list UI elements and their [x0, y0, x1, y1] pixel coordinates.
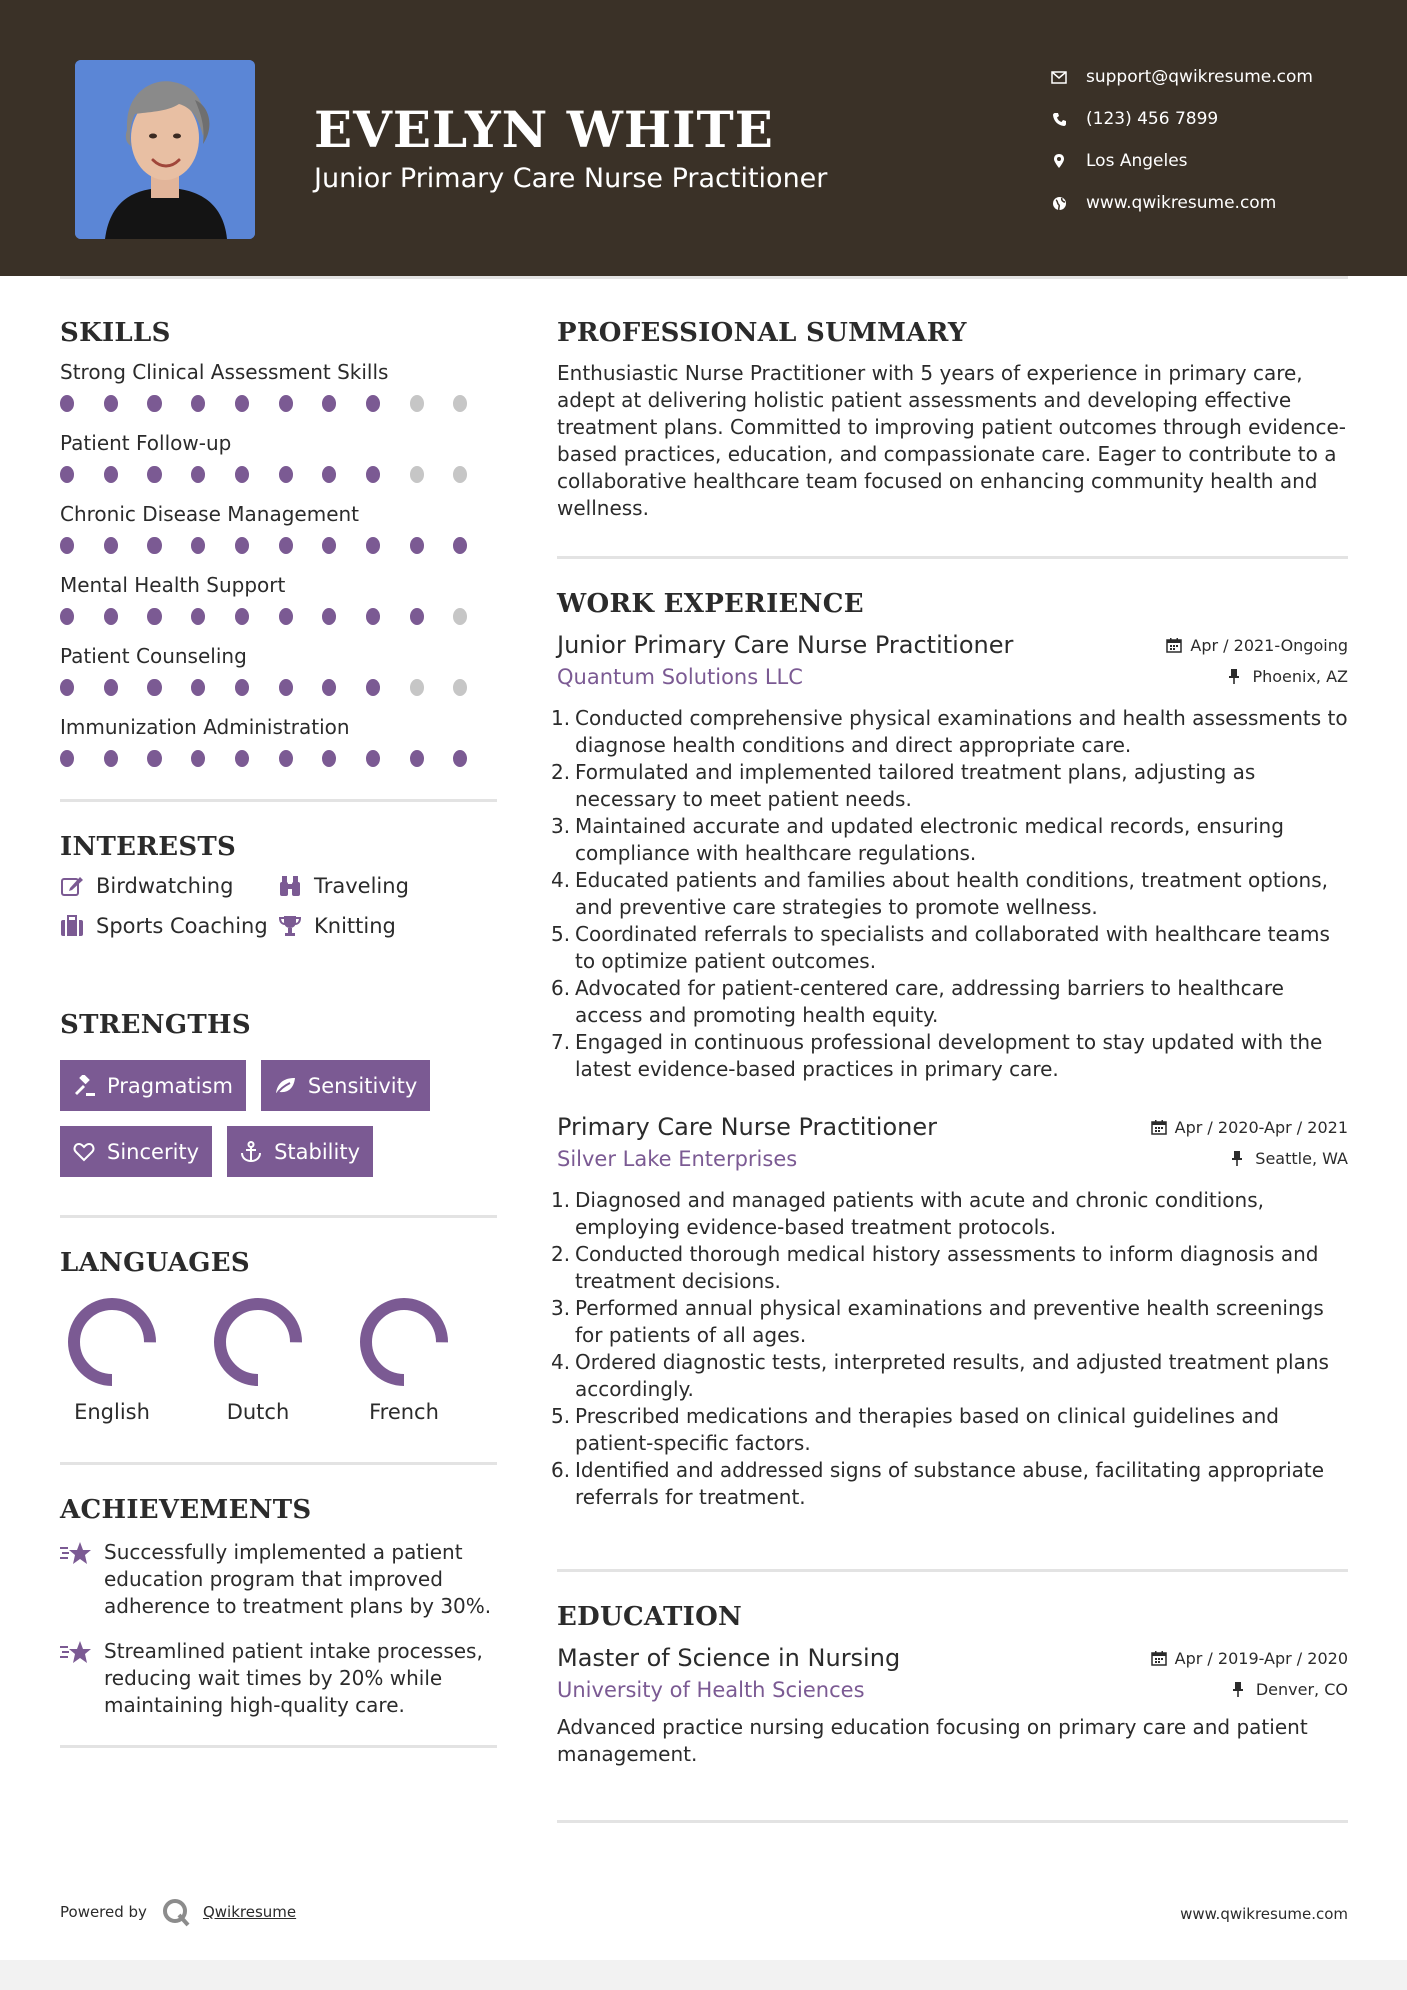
skill-rating: [60, 466, 497, 483]
rating-dot-filled: [104, 395, 118, 412]
education-location: [1232, 1680, 1348, 1699]
duty-item: Advocated for patient-centered care, addressing barriers to healthcare access and promoting health equity.: [575, 976, 1284, 1027]
duty-item: Identified and addressed signs of substance abuse, facilitating appropriate referrals for treatment.: [575, 1458, 1325, 1509]
rating-dot-filled: [279, 395, 293, 412]
job-entry: [557, 1113, 1348, 1511]
rating-dot-filled: [235, 679, 249, 696]
rating-dot-filled: [191, 537, 205, 554]
job-company: Quantum Solutions LLC: [557, 665, 803, 689]
job-dates: [1166, 636, 1348, 655]
pushpin-icon: [1231, 1150, 1247, 1166]
strength-tag: [227, 1126, 373, 1177]
map-pin-icon: [1050, 152, 1068, 170]
rating-dot-filled: [410, 750, 424, 767]
trophy-icon: [278, 914, 302, 938]
job-entry: [557, 631, 1348, 1083]
language-item: [360, 1298, 448, 1424]
calendar-icon: [1151, 1119, 1167, 1135]
rating-dot-filled: [191, 679, 205, 696]
strength-label: Sensitivity: [307, 1073, 418, 1098]
star-icon: [60, 1539, 94, 1620]
rating-dot-filled: [366, 608, 380, 625]
section-divider: [60, 799, 497, 802]
strengths-heading: STRENGTHS: [60, 1010, 251, 1040]
rating-dot-filled: [366, 750, 380, 767]
education-header: [557, 1644, 1348, 1672]
rating-dot-filled: [366, 537, 380, 554]
heart-icon: [73, 1141, 95, 1163]
duty-item: Engaged in continuous professional development to stay updated with the latest evidence-based practices in primary care.: [575, 1030, 1323, 1081]
resume-header: [0, 0, 1407, 276]
rating-dot-filled: [60, 395, 74, 412]
language-ring: [214, 1298, 302, 1386]
education-description: Advanced practice nursing education focusing on primary care and patient management.: [557, 1715, 1308, 1766]
skill-item: [60, 502, 497, 554]
rating-dot-filled: [279, 466, 293, 483]
rating-dot-empty: [410, 466, 424, 483]
contact-block: [1050, 56, 1360, 224]
contact-location-text: Los Angeles: [1086, 151, 1188, 171]
skills-section: [60, 318, 497, 767]
duty-item: Diagnosed and managed patients with acute and chronic conditions, employing evidence-based treatment protocols.: [575, 1188, 1264, 1239]
strength-tag: [60, 1060, 246, 1111]
rating-dot-filled: [60, 750, 74, 767]
education-location-text: Denver, CO: [1255, 1679, 1348, 1699]
strength-label: Stability: [274, 1139, 361, 1164]
strength-label: Sincerity: [107, 1139, 200, 1164]
anchor-icon: [240, 1141, 262, 1163]
right-column: [557, 318, 1348, 1823]
experience-heading: WORK EXPERIENCE: [557, 589, 864, 619]
skill-rating: [60, 679, 497, 696]
job-subheader: [557, 1147, 1348, 1171]
education-section: [557, 1602, 1348, 1768]
skill-name: Strong Clinical Assessment Skills: [60, 360, 389, 384]
rating-dot-empty: [453, 466, 467, 483]
rating-dot-filled: [235, 395, 249, 412]
calendar-icon: [1166, 637, 1182, 653]
profile-photo: [75, 60, 255, 239]
contact-email-text: support@qwikresume.com: [1086, 67, 1313, 87]
languages-section: [60, 1248, 497, 1424]
rating-dot-filled: [453, 537, 467, 554]
interest-item: [278, 874, 497, 898]
skill-item: [60, 715, 497, 767]
job-header: [557, 631, 1348, 659]
contact-location: [1050, 140, 1360, 182]
strength-tag: [261, 1060, 430, 1111]
footer-powered: [60, 1897, 296, 1927]
duty-item: Performed annual physical examinations and preventive health screenings for patients of all ages.: [575, 1296, 1324, 1347]
language-name: English: [74, 1400, 150, 1424]
interest-item: [60, 914, 278, 938]
rating-dot-filled: [322, 466, 336, 483]
qwikresume-logo-icon: [161, 1897, 191, 1927]
rating-dot-filled: [453, 750, 467, 767]
job-location: [1228, 667, 1348, 686]
skill-name: Immunization Administration: [60, 715, 350, 739]
section-divider: [557, 1569, 1348, 1572]
rating-dot-filled: [366, 466, 380, 483]
strength-label: Pragmatism: [107, 1073, 233, 1098]
language-item: [214, 1298, 302, 1424]
strengths-list: [60, 1060, 480, 1177]
rating-dot-filled: [410, 608, 424, 625]
rating-dot-filled: [60, 537, 74, 554]
education-subheader: [557, 1678, 1348, 1702]
skill-item: [60, 360, 497, 412]
education-heading: EDUCATION: [557, 1602, 743, 1632]
header-divider: [60, 276, 1348, 279]
rating-dot-filled: [235, 466, 249, 483]
pushpin-icon: [1228, 668, 1244, 684]
section-divider: [60, 1745, 497, 1748]
leaf-icon: [274, 1075, 296, 1097]
rating-dot-filled: [147, 679, 161, 696]
interest-item: [278, 914, 497, 938]
achievement-item: [60, 1539, 497, 1620]
calendar-icon: [1151, 1650, 1167, 1666]
rating-dot-empty: [453, 608, 467, 625]
duty-item: Conducted comprehensive physical examinations and health assessments to diagnose health conditions and direct appropriate care.: [575, 706, 1348, 757]
language-name: Dutch: [226, 1400, 290, 1424]
rating-dot-filled: [235, 537, 249, 554]
pushpin-icon: [1232, 1681, 1248, 1697]
language-item: [68, 1298, 156, 1424]
rating-dot-filled: [191, 395, 205, 412]
section-divider: [60, 1462, 497, 1465]
skill-rating: [60, 395, 497, 412]
achievement-text: Streamlined patient intake processes, reducing wait times by 20% while maintaining high-quality care.: [104, 1639, 483, 1717]
portrait-image: [75, 60, 255, 239]
rating-dot-filled: [60, 466, 74, 483]
gavel-icon: [73, 1075, 95, 1097]
interest-label: Knitting: [314, 914, 396, 938]
duty-item: Educated patients and families about health conditions, treatment options, and preventive care strategies to promote wellness.: [575, 868, 1328, 919]
rating-dot-filled: [322, 750, 336, 767]
summary-heading: PROFESSIONAL SUMMARY: [557, 318, 967, 348]
job-header: [557, 1113, 1348, 1141]
contact-website[interactable]: [1050, 182, 1360, 224]
rating-dot-filled: [366, 395, 380, 412]
skill-item: [60, 573, 497, 625]
duty-item: Prescribed medications and therapies based on clinical guidelines and patient-specific factors.: [575, 1404, 1279, 1455]
edit-icon: [60, 874, 84, 898]
skill-item: [60, 644, 497, 696]
section-divider: [557, 556, 1348, 559]
interests-list: [60, 874, 497, 938]
interest-label: Birdwatching: [96, 874, 234, 898]
achievement-item: [60, 1638, 497, 1719]
rating-dot-filled: [279, 679, 293, 696]
briefcase-icon: [60, 914, 84, 938]
section-divider: [60, 1215, 497, 1218]
job-dates: [1151, 1118, 1348, 1137]
rating-dot-filled: [147, 750, 161, 767]
strength-tag: [60, 1126, 212, 1177]
rating-dot-filled: [410, 537, 424, 554]
job-location-text: Phoenix, AZ: [1252, 666, 1348, 686]
footer-brand-link[interactable]: Qwikresume: [202, 1903, 297, 1921]
rating-dot-filled: [104, 679, 118, 696]
achievements-section: [60, 1495, 497, 1719]
strengths-section: [60, 1010, 497, 1177]
rating-dot-filled: [279, 608, 293, 625]
skill-rating: [60, 750, 497, 767]
job-location: [1231, 1149, 1348, 1168]
job-dates-text: Apr / 2021-Ongoing: [1190, 635, 1348, 655]
rating-dot-filled: [147, 537, 161, 554]
achievements-heading: ACHIEVEMENTS: [60, 1495, 312, 1525]
rating-dot-filled: [104, 466, 118, 483]
duty-item: Maintained accurate and updated electronic medical records, ensuring compliance with healthcare regulations.: [575, 814, 1284, 865]
footer-website[interactable]: www.qwikresume.com: [1180, 1905, 1348, 1923]
contact-email[interactable]: [1050, 56, 1360, 98]
skill-name: Patient Follow-up: [60, 431, 232, 455]
binoculars-icon: [278, 874, 302, 898]
duty-item: Ordered diagnostic tests, interpreted results, and adjusted treatment plans accordingly.: [575, 1350, 1329, 1401]
rating-dot-filled: [147, 395, 161, 412]
education-school: University of Health Sciences: [557, 1678, 865, 1702]
candidate-title: Junior Primary Care Nurse Practitioner: [314, 163, 828, 194]
language-ring: [360, 1298, 448, 1386]
rating-dot-filled: [191, 608, 205, 625]
phone-icon: [1050, 110, 1068, 128]
job-role: Primary Care Nurse Practitioner: [557, 1113, 938, 1141]
rating-dot-filled: [279, 537, 293, 554]
interest-label: Traveling: [314, 874, 409, 898]
rating-dot-filled: [235, 608, 249, 625]
summary-text: Enthusiastic Nurse Practitioner with 5 years of experience in primary care, adept at delivering holistic patient assessments and developing effective treatment plans. Committed to improving patient outcomes through evidence-based practices, education, and compassionate care. Eager to contribute to a collaborative healthcare team focused on enhancing community health and wellness.: [557, 361, 1346, 520]
interest-item: [60, 874, 278, 898]
job-duties: [557, 1187, 1348, 1511]
duty-item: Conducted thorough medical history assessments to inform diagnosis and treatment decisions.: [575, 1242, 1319, 1293]
rating-dot-filled: [322, 679, 336, 696]
contact-phone[interactable]: [1050, 98, 1360, 140]
rating-dot-filled: [235, 750, 249, 767]
experience-section: [557, 589, 1348, 1511]
skill-rating: [60, 537, 497, 554]
skill-name: Chronic Disease Management: [60, 502, 360, 526]
rating-dot-empty: [410, 679, 424, 696]
globe-icon: [1050, 194, 1068, 212]
rating-dot-empty: [410, 395, 424, 412]
section-divider: [557, 1820, 1348, 1823]
skills-list: [60, 360, 497, 767]
contact-phone-text: (123) 456 7899: [1086, 109, 1219, 129]
job-dates-text: Apr / 2020-Apr / 2021: [1174, 1117, 1348, 1137]
rating-dot-filled: [322, 395, 336, 412]
skill-name: Patient Counseling: [60, 644, 247, 668]
rating-dot-filled: [104, 750, 118, 767]
rating-dot-filled: [191, 466, 205, 483]
rating-dot-filled: [147, 608, 161, 625]
languages-heading: LANGUAGES: [60, 1248, 250, 1278]
language-ring: [68, 1298, 156, 1386]
rating-dot-filled: [279, 750, 293, 767]
rating-dot-filled: [104, 537, 118, 554]
job-duties: [557, 705, 1348, 1083]
interests-section: [60, 832, 497, 938]
rating-dot-filled: [366, 679, 380, 696]
footer-powered-label: Powered by: [60, 1903, 147, 1921]
achievement-text: Successfully implemented a patient education program that improved adherence to treatment plans by 30%.: [104, 1540, 492, 1618]
rating-dot-filled: [147, 466, 161, 483]
duty-item: Formulated and implemented tailored treatment plans, adjusting as necessary to meet patient needs.: [575, 760, 1256, 811]
skills-heading: SKILLS: [60, 318, 171, 348]
rating-dot-empty: [453, 679, 467, 696]
left-column: [60, 318, 497, 1748]
summary-section: [557, 318, 1348, 522]
education-dates-text: Apr / 2019-Apr / 2020: [1174, 1648, 1348, 1668]
job-role: Junior Primary Care Nurse Practitioner: [557, 631, 1014, 659]
rating-dot-filled: [60, 608, 74, 625]
contact-website-text: www.qwikresume.com: [1086, 193, 1277, 213]
rating-dot-empty: [453, 395, 467, 412]
job-subheader: [557, 665, 1348, 689]
page-bottom-strip: [0, 1960, 1407, 1990]
job-location-text: Seattle, WA: [1255, 1148, 1348, 1168]
education-degree: Master of Science in Nursing: [557, 1644, 901, 1672]
languages-list: [60, 1298, 497, 1424]
skill-rating: [60, 608, 497, 625]
skill-item: [60, 431, 497, 483]
language-name: French: [369, 1400, 439, 1424]
envelope-icon: [1050, 68, 1068, 86]
duty-item: Coordinated referrals to specialists and collaborated with healthcare teams to optimize patient outcomes.: [575, 922, 1330, 973]
candidate-name: EVELYN WHITE: [314, 100, 774, 159]
rating-dot-filled: [60, 679, 74, 696]
rating-dot-filled: [322, 537, 336, 554]
education-dates: [1151, 1649, 1348, 1668]
rating-dot-filled: [322, 608, 336, 625]
interest-label: Sports Coaching: [96, 914, 268, 938]
skill-name: Mental Health Support: [60, 573, 286, 597]
star-icon: [60, 1638, 94, 1719]
interests-heading: INTERESTS: [60, 832, 237, 862]
rating-dot-filled: [104, 608, 118, 625]
job-company: Silver Lake Enterprises: [557, 1147, 798, 1171]
rating-dot-filled: [191, 750, 205, 767]
